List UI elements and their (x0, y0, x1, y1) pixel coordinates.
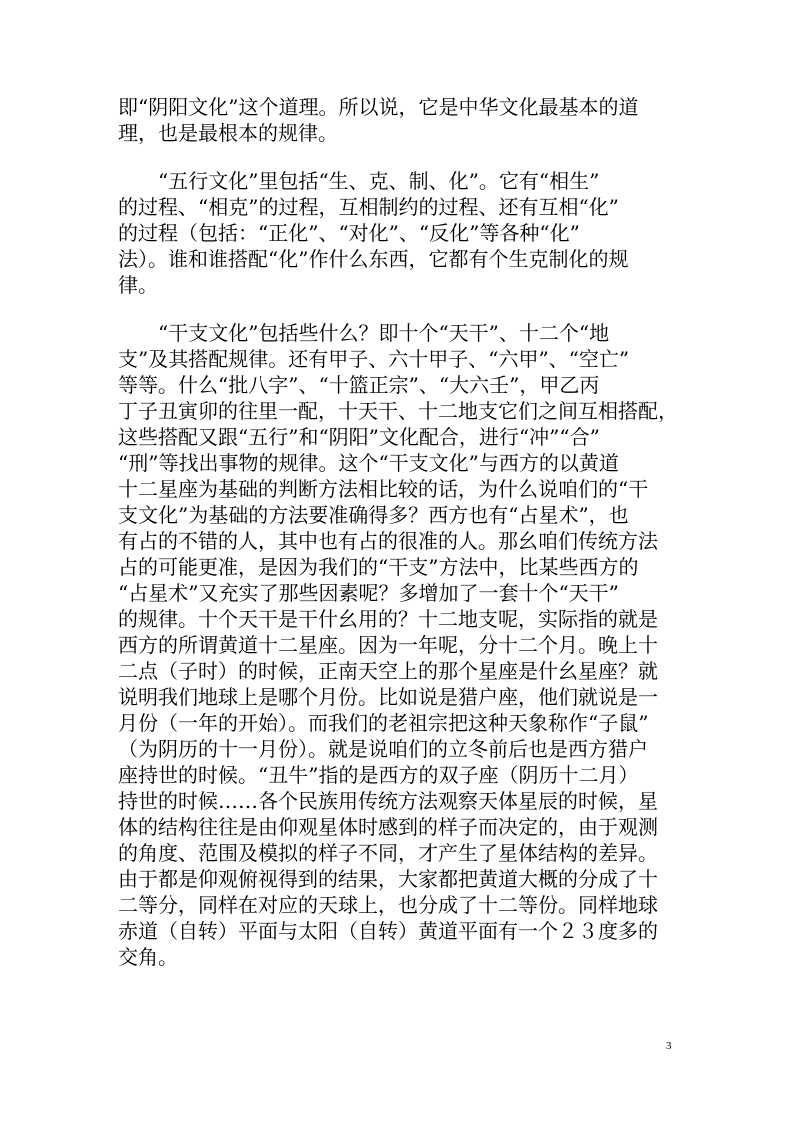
text-line: 等等。什么“批八字”、“十篮正宗”、“大六壬”，甲乙丙 (118, 373, 600, 397)
text-line: “干支文化”包括些什么？即十个“天干”、十二个“地 (118, 321, 610, 345)
text-line: 十二星座为基础的判断方法相比较的话，为什么说咱们的“干 (118, 477, 649, 501)
text-line: 交角。 (118, 945, 178, 969)
text-line: 即“阴阳文化”这个道理。所以说，它是中华文化最基本的道 (118, 95, 639, 119)
text-line: 支”及其搭配规律。还有甲子、六十甲子、“六甲”、“空亡” (118, 347, 630, 371)
text-line: 有占的不错的人，其中也有占的很准的人。那幺咱们传统方法 (118, 529, 658, 553)
text-line: 这些搭配又跟“五行”和“阴阳”文化配合，进行“冲”“合” (118, 425, 600, 449)
text-line: 月份（一年的开始）。而我们的老祖宗把这种天象称作“子鼠” (118, 711, 649, 735)
text-line: “刑”等找出事物的规律。这个“干支文化”与西方的以黄道 (118, 451, 619, 475)
text-line: “五行文化”里包括“生、克、制、化”。它有“相生” (118, 169, 600, 193)
text-line: 的规律。十个天干是干什幺用的？十二地支呢，实际指的就是 (118, 607, 658, 631)
text-line: 座持世的时候。“丑牛”指的是西方的双子座（阴历十二月） (118, 763, 639, 787)
text-line: “占星术”又充实了那些因素呢？多增加了一套十个“天干” (118, 581, 619, 605)
text-line: 持世的时候……各个民族用传统方法观察天体星辰的时候，星 (118, 789, 658, 813)
text-line: 法）。谁和谁搭配“化”作什么东西，它都有个生克制化的规 (118, 247, 629, 271)
text-line: 的角度、范围及模拟的样子不同，才产生了星体结构的差异。 (118, 841, 658, 865)
text-line: 二等分，同样在对应的天球上，也分成了十二等份。同样地球 (118, 893, 658, 917)
text-line: 二点（子时）的时候，正南天空上的那个星座是什幺星座？就 (118, 659, 658, 683)
text-line: 赤道（自转）平面与太阳（自转）黄道平面有一个２３度多的 (118, 919, 658, 943)
text-line: （为阴历的十一月份）。就是说咱们的立冬前后也是西方猎户 (118, 737, 648, 761)
text-line: 律。 (118, 273, 158, 297)
text-line: 理，也是最根本的规律。 (118, 121, 338, 145)
text-line: 的过程（包括：“正化”、“对化”、“反化”等各种“化” (118, 221, 580, 245)
text-line: 说明我们地球上是哪个月份。比如说是猎户座，他们就说是一 (118, 685, 658, 709)
text-line: 支文化”为基础的方法要准确得多？西方也有“占星术”，也 (118, 503, 629, 527)
text-line: 丁子丑寅卯的往里一配，十天干、十二地支它们之间互相搭配， (118, 399, 678, 423)
page-number: 3 (666, 1040, 672, 1052)
text-line: 体的结构往往是由仰观星体时感到的样子而决定的，由于观测 (118, 815, 658, 839)
text-line: 西方的所谓黄道十二星座。因为一年呢，分十二个月。晚上十 (118, 633, 658, 657)
text-line: 占的可能更准，是因为我们的“干支”方法中，比某些西方的 (118, 555, 639, 579)
text-line: 由于都是仰观俯视得到的结果，大家都把黄道大概的分成了十 (118, 867, 658, 891)
text-line: 的过程、“相克”的过程，互相制约的过程、还有互相“化” (118, 195, 619, 219)
